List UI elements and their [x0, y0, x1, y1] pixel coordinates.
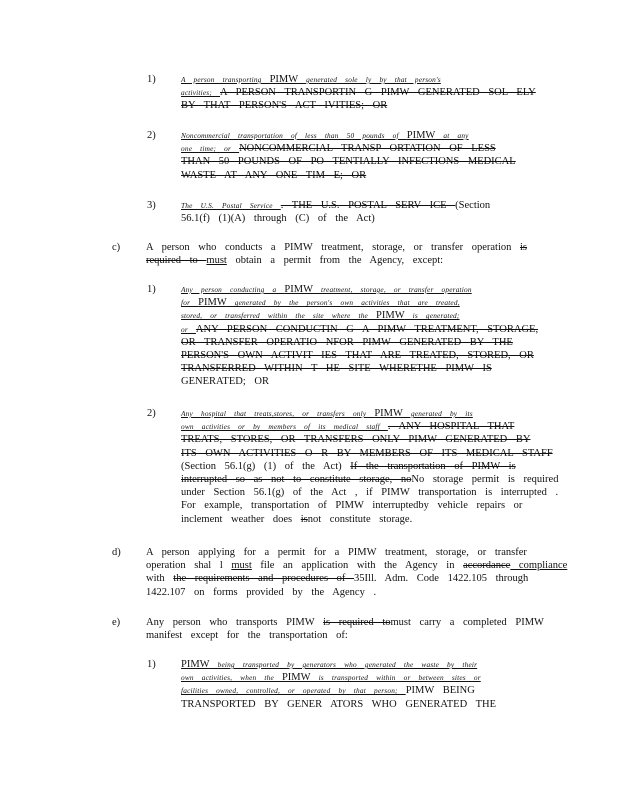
- text-run: is required to: [323, 617, 391, 628]
- text-line: [181, 658, 536, 671]
- text-line: [181, 349, 536, 362]
- text-line: [181, 283, 536, 296]
- item-number: 3): [147, 200, 156, 211]
- text-run: GENERATED; OR: [181, 376, 269, 388]
- text-line: [181, 129, 536, 142]
- text-line: [181, 199, 501, 212]
- text-run: facilities owned, controlled, or operated by that person;: [181, 686, 406, 696]
- text-run: THAN 50 POUNDS OF PO TENTIALLY INFECTIONS MEDICAL: [181, 156, 516, 168]
- text-line: [181, 212, 501, 225]
- text-run: being transported by generators who generated the waste by their: [209, 660, 478, 669]
- text-line: [181, 375, 536, 388]
- text-line: [181, 499, 536, 512]
- text-run: is generated;: [404, 311, 460, 321]
- text-line: [146, 616, 544, 629]
- text-run: PIMW: [281, 672, 311, 684]
- text-run: own activities, when the: [181, 673, 282, 683]
- text-line: [181, 407, 536, 420]
- item-number: 2): [147, 130, 156, 141]
- text-run: The U.S. Postal Service: [181, 201, 281, 210]
- text-line: [146, 586, 526, 599]
- item-letter: d): [112, 547, 121, 558]
- text-line: [181, 671, 536, 684]
- text-run: A person who conducts a PIMW treatment, storage, or transfer operation: [146, 242, 521, 253]
- text-line: [181, 420, 536, 433]
- text-line: [181, 323, 539, 336]
- text-run: with: [146, 573, 174, 585]
- text-run: is transported within or between sites or: [310, 673, 481, 683]
- text-run: is: [300, 513, 308, 525]
- text-run: (Section 56.1(g) (1) of the Act): [181, 460, 351, 472]
- text-line: [146, 546, 526, 559]
- text-run: PIMW: [284, 284, 313, 295]
- text-run: generated by the person's own activities that are treated,: [226, 298, 460, 308]
- text-run: own activities or by members of its medical staff: [181, 422, 388, 432]
- text-run: WASTE AT ANY ONE TIM E; OR: [181, 169, 367, 181]
- text-line: [181, 99, 541, 112]
- text-line: [181, 684, 536, 697]
- text-run: inclement weather does: [181, 513, 301, 525]
- text-run: must: [231, 560, 252, 572]
- text-run: TRANSFERRED WITHIN T HE SITE WHERETHE PIMW IS: [181, 363, 492, 375]
- text-run: the requirements and procedures of: [173, 573, 355, 585]
- text-run: BY THAT PERSON'S ACT IVITIES; OR: [181, 100, 388, 112]
- text-line: [146, 559, 568, 572]
- item-text: [146, 546, 568, 599]
- item-number: 1): [147, 74, 156, 85]
- text-line: [181, 73, 541, 86]
- text-line: [181, 309, 536, 322]
- item-text: [146, 241, 528, 267]
- text-run: activities;: [181, 88, 220, 98]
- item-number: 1): [147, 659, 156, 670]
- text-line: [181, 362, 536, 375]
- text-run: A person applying for a permit for a PIMW treatment, storage, or transfer: [146, 547, 527, 558]
- text-run: manifest except for the transportation of:: [146, 630, 348, 642]
- text-run: interrupted so as not to constitute storage, no: [181, 474, 412, 486]
- text-run: accordance: [463, 560, 511, 572]
- text-run: PIMW: [181, 659, 210, 670]
- text-line: [181, 433, 536, 446]
- text-line: [181, 698, 536, 711]
- text-run: one time; or: [181, 144, 240, 154]
- text-run: required to: [146, 255, 207, 267]
- text-run: If the transportation of PIMW is: [350, 460, 516, 472]
- item-number: 1): [147, 284, 156, 295]
- text-run: NONCOMMERCIAL TRANSP ORTATION OF LESS: [239, 143, 496, 155]
- text-run: Any hospital that treats,stores, or transfers only: [181, 409, 375, 418]
- text-run: compliance: [510, 560, 568, 572]
- item-text: [181, 129, 536, 182]
- text-line: [181, 486, 559, 499]
- text-run: PERSON'S OWN ACTIVIT IES THAT ARE TREATED, STORED, OR: [181, 350, 534, 362]
- item-letter: c): [112, 242, 121, 253]
- text-run: must: [206, 255, 227, 267]
- text-run: must carry a completed PIMW: [390, 617, 544, 628]
- text-line: [181, 142, 536, 155]
- item-text: [146, 616, 544, 642]
- item-text: [181, 199, 501, 225]
- text-run: treatment, storage, or transfer operation: [312, 285, 472, 294]
- text-line: [181, 473, 559, 486]
- text-run: (Section: [455, 200, 491, 211]
- text-line: [181, 155, 536, 168]
- text-run: OR TRANSFER OPERATIO NFOR PIMW GENERATED BY THE: [181, 336, 513, 348]
- text-line: [146, 241, 528, 254]
- item-letter: e): [112, 617, 121, 628]
- text-run: Any person who transports PIMW: [146, 617, 324, 628]
- text-run: PIMW: [374, 408, 403, 419]
- text-line: [181, 86, 541, 99]
- text-line: [181, 447, 553, 460]
- text-line: [181, 460, 536, 473]
- text-run: generated by its: [402, 409, 473, 418]
- text-run: PIMW: [376, 310, 405, 322]
- text-run: or: [181, 324, 196, 334]
- text-run: Any person conducting a: [181, 285, 285, 294]
- text-run: For example, transportation of PIMW interruptedby vehicle repairs or: [181, 500, 523, 512]
- text-run: A PERSON TRANSPORTIN G PIMW GENERATED SOL ELY: [220, 87, 536, 99]
- text-run: No storage permit is required: [411, 474, 559, 486]
- text-run: TRANSPORTED BY GENER ATORS WHO GENERATED THE: [181, 698, 496, 710]
- text-run: ANY PERSON CONDUCTIN G A PIMW TREATMENT, STORAGE,: [195, 323, 539, 335]
- text-run: under Section 56.1(g) of the Act , if PIMW transportation is interrupted .: [181, 487, 559, 499]
- text-line: [181, 336, 536, 349]
- text-run: Noncommercial transportation of less than 50 pounds of: [181, 131, 407, 140]
- item-text: [181, 658, 536, 711]
- text-run: PIMW: [406, 130, 436, 141]
- text-run: obtain a permit from the Agency, except:: [226, 255, 444, 267]
- text-line: [181, 296, 536, 309]
- text-run: is: [520, 242, 528, 253]
- text-run: ITS OWN ACTIVITIES O R BY MEMBERS OF ITS MEDICAL STAFF: [181, 447, 553, 459]
- text-run: 56.1(f) (1)(A) through (C) of the Act): [181, 213, 375, 225]
- text-run: TREATS, STORES, OR TRANSFERS ONLY PIMW GENERATED BY: [181, 434, 531, 446]
- item-number: 2): [147, 408, 156, 419]
- text-line: [146, 254, 516, 267]
- text-line: [146, 572, 529, 585]
- item-text: [181, 73, 541, 113]
- text-run: at any: [435, 131, 469, 140]
- text-run: . ANY HOSPITAL THAT: [387, 421, 515, 433]
- text-line: [181, 169, 536, 182]
- text-run: generated sole ly by that person's: [298, 75, 441, 84]
- text-run: 35Ill. Adm. Code 1422.105 through: [354, 573, 529, 585]
- text-run: PIMW: [198, 297, 227, 309]
- text-run: stored, or transferred within the site where the: [181, 311, 377, 321]
- text-run: for: [181, 298, 199, 308]
- text-run: file an application with the Agency in: [251, 560, 464, 572]
- item-text: [181, 407, 559, 526]
- text-run: A person transporting: [181, 75, 270, 84]
- text-run: PIMW BEING: [405, 685, 475, 697]
- text-run: 1422.107 on forms provided by the Agency .: [146, 586, 377, 598]
- text-run: not constitute storage.: [307, 513, 413, 525]
- text-run: operation shal l: [146, 560, 232, 572]
- text-run: PIMW: [269, 74, 299, 85]
- item-text: [181, 283, 539, 389]
- text-run: . THE U.S. POSTAL SERV ICE: [280, 200, 456, 211]
- text-line: [181, 513, 536, 526]
- text-line: [146, 629, 526, 642]
